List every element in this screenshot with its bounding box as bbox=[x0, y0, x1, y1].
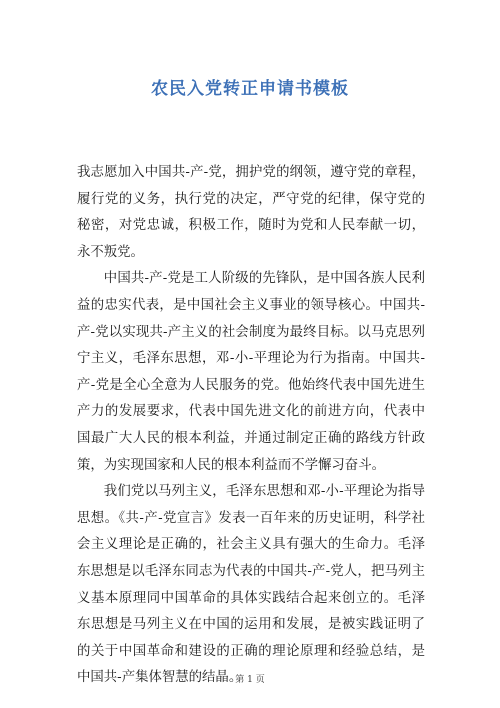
document-body bbox=[77, 160, 425, 692]
document-title: 农民入党转正申请书模板 bbox=[151, 79, 349, 99]
paragraph-guiding-ideology: 我们党以马列主义，毛泽东思想和邓-小-平理论为指导思想。《共-产-党宣言》发表一百年来的历史证明，科学社会主义理论是正确的，社会主义具有强大的生命力。毛泽东思想是以毛泽东同志为代表的中国共-产-党人，把马列主义基本原理同中国革命的具体实践结合起来创立的。毛泽东思想是马列主义在中国的运用和发展，是被实践证明了的关于中国革命和建设的正确的理论原理和经验总结，是中国共-产集体智慧的结晶。 bbox=[77, 484, 425, 686]
page-number: 第 1 页 bbox=[235, 675, 265, 685]
paragraph-oath: 我志愿加入中国共-产-党，拥护党的纲领，遵守党的章程，履行党的义务，执行党的决定，严守党的纪律，保守党的秘密，对党忠诚，积极工作，随时为党和人民奉献一切，永不叛党。 bbox=[77, 165, 425, 260]
paragraph-party-nature: 中国共-产-党是工人阶级的先锋队，是中国各族人民利益的忠实代表，是中国社会主义事业的领导核心。中国共-产-党以实现共-产主义的社会制度为最终目标。以马克思列宁主义，毛泽东思想，邓-小-平理论为行为指南。中国共-产-党是全心全意为人民服务的党。他始终代表中国先进生产力的发展要求，代表中国先进文化的前进方向，代表中国最广大人民的根本利益，并通过制定正确的路线方针政策，为实现国家和人民的根本利益而不学懈习奋斗。 bbox=[77, 271, 425, 473]
